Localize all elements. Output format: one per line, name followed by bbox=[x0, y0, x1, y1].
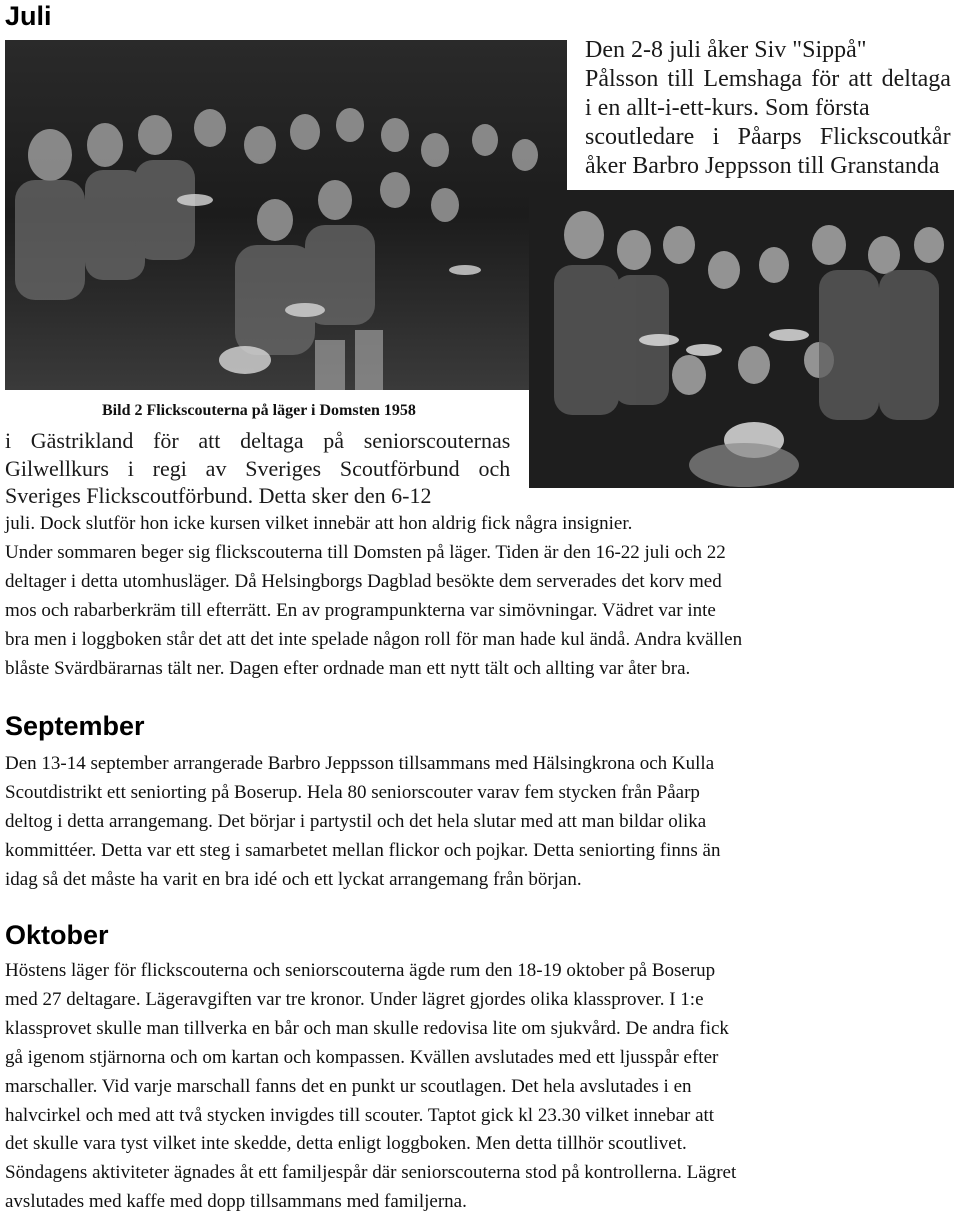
scan-top-line: åker Barbro Jeppsson till Granstanda bbox=[585, 153, 940, 179]
scan-top-line: Den 2-8 juli åker Siv "Sippå" bbox=[585, 37, 867, 63]
paragraph-line: Höstens läger för flickscouterna och seniorscouterna ägde rum den 18-19 oktober på Boserup bbox=[5, 960, 716, 981]
heading-juli: Juli bbox=[5, 1, 52, 31]
paragraph-line: bra men i loggboken står det att det inte spelade någon roll för man hade kul ändå. Andra kvällen bbox=[5, 628, 743, 650]
scan-top-line: i en allt-i-ett-kurs. Som första bbox=[585, 95, 870, 121]
juli-paragraph bbox=[5, 510, 949, 683]
paragraph-line: juli. Dock slutför hon icke kursen vilket innebär att hon aldrig fick några insignier. bbox=[5, 513, 633, 534]
paragraph-line: Den 13-14 september arrangerade Barbro Jeppsson tillsammans med Hälsingkrona och Kulla bbox=[5, 753, 715, 774]
paragraph-line: avslutades med kaffe med dopp tillsammans med familjerna. bbox=[5, 1191, 467, 1213]
scan-top-line: Pålsson till Lemshaga för att deltaga bbox=[585, 66, 951, 92]
paragraph-line: halvcirkel och med att två stycken invigdes till scouter. Taptot gick kl 23.30 vilket innebar att bbox=[5, 1104, 715, 1126]
photo-caption: Bild 2 Flickscouterna på läger i Domsten 1958 bbox=[102, 402, 416, 419]
scan-text-top bbox=[585, 36, 951, 181]
paragraph-line: Under sommaren beger sig flickscouterna till Domsten på läger. Tiden är den 16-22 juli och 22 bbox=[5, 541, 726, 563]
scan-text-bottom bbox=[5, 427, 510, 510]
paragraph-line: deltager i detta utomhusläger. Då Helsingborgs Dagblad besökte dem serverades det korv med bbox=[5, 570, 722, 592]
paragraph-line: gå igenom stjärnorna och om kartan och kompassen. Kvällen avslutades med ett ljusspår efter bbox=[5, 1046, 719, 1068]
heading-september: September bbox=[5, 711, 145, 741]
heading-oktober: Oktober bbox=[5, 920, 109, 950]
september-paragraph bbox=[5, 750, 949, 895]
paragraph-line: Scoutdistrikt ett seniorting på Boserup. Hela 80 seniorscouter varav fem stycken från Påarp bbox=[5, 781, 700, 803]
paragraph-line: kommittéer. Detta var ett steg i samarbetet mellan flickor och pojkar. Detta seniorting finns än bbox=[5, 839, 721, 861]
scan-bottom-line: Sveriges Flickscoutförbund. Detta sker den 6-12 bbox=[5, 483, 432, 508]
paragraph-line: klassprovet skulle man tillverka en bår och man skulle redovisa lite om sjukvård. De andra fick bbox=[5, 1017, 729, 1039]
paragraph-line: det skulle vara tyst vilket inte skedde, detta enligt loggboken. Men detta tillhör scoutlivet. bbox=[5, 1133, 687, 1155]
scan-top-line: scoutledare i Påarps Flickscoutkår bbox=[585, 124, 951, 150]
paragraph-line: blåste Svärdbärarnas tält ner. Dagen efter ordnade man ett nytt tält och allting var åter bra. bbox=[5, 657, 691, 679]
paragraph-line: Söndagens aktiviteter ägnades åt ett familjespår där seniorscouterna stod på kontrollerna. Lägret bbox=[5, 1162, 737, 1184]
paragraph-line: idag så det måste ha varit en bra idé och ett lyckat arrangemang från början. bbox=[5, 868, 582, 890]
photo-camp-sitting bbox=[5, 40, 567, 390]
paragraph-line: deltog i detta arrangemang. Det börjar i partystil och det hela slutar med att man bildar olika bbox=[5, 810, 707, 832]
paragraph-line: med 27 deltagare. Lägeravgiften var tre kronor. Under lägret gjordes olika klassprover. I 1:e bbox=[5, 988, 704, 1010]
paragraph-line: marschaller. Vid varje marschall fanns det en punkt ur scoutlagen. Det hela avslutades i en bbox=[5, 1075, 692, 1097]
photo-camp-serving bbox=[529, 190, 954, 488]
oktober-paragraph bbox=[5, 957, 949, 1217]
scan-bottom-line: i Gästrikland för att deltaga på seniorscouternas bbox=[5, 428, 511, 453]
paragraph-line: mos och rabarberkräm till efterrätt. En av programpunkterna var simövningar. Vädret var inte bbox=[5, 599, 716, 621]
scan-bottom-line: Gilwellkurs i regi av Sveriges Scoutförbund och bbox=[5, 455, 511, 481]
